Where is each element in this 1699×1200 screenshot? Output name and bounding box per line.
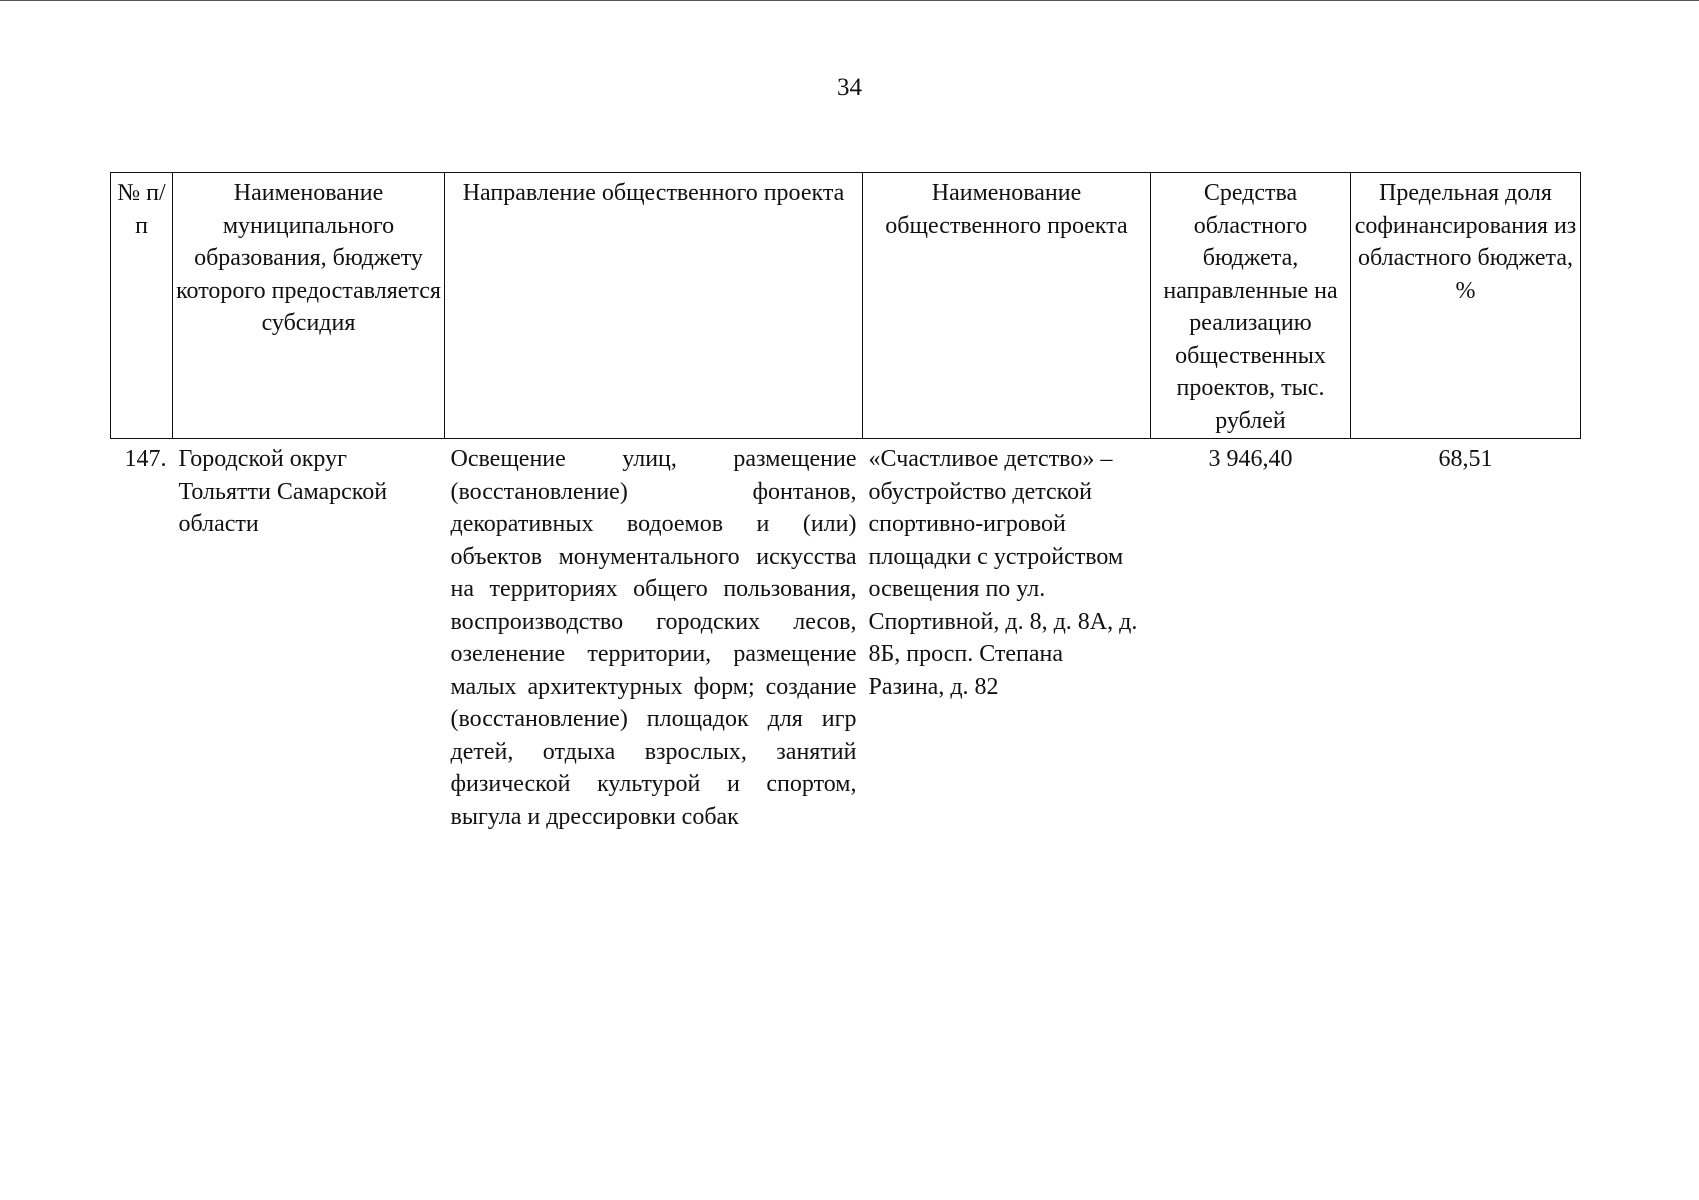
table-row <box>111 439 1581 834</box>
header-funds: Средства областного бюджета, направленные на реализацию общественных проектов, тыс. рублей <box>1151 173 1351 439</box>
header-num: № п/п <box>111 173 173 439</box>
cell-share: 68,51 <box>1438 446 1493 472</box>
cell-funds: 3 946,40 <box>1208 446 1293 472</box>
table-header-row <box>111 173 1581 439</box>
header-project-name: Наименование общественного проекта <box>863 173 1151 439</box>
subsidy-table <box>110 172 1581 833</box>
cell-num: 147. <box>124 446 167 472</box>
cell-municipality: Городской округ Тольятти Самарской области <box>178 446 388 537</box>
cell-direction: Освещение улиц, размещение (восстановление) фонтанов, декоративных водоемов и (или) объектов монументального искусства на территориях общего пользования, воспроизводство городских лесов, озеленение территории, размещение малых архитектурных форм; создание (восстановление) площадок для игр детей, отдыха взрослых, занятий физической культурой и спортом, выгула и дрессировки собак <box>450 446 857 830</box>
top-border-line <box>0 0 1699 1</box>
page-number: 34 <box>837 74 862 101</box>
header-direction: Направление общественного проекта <box>445 173 863 439</box>
cell-project-name: «Счастливое детство» – обустройство детской спортивно-игровой площадки с устройством освещения по ул. Спортивной, д. 8, д. 8А, д. 8Б, просп. Степана Разина, д. 82 <box>868 446 1138 700</box>
header-share: Предельная доля софинансирования из областного бюджета, % <box>1351 173 1581 439</box>
header-municipality: Наименование муниципального образования, бюджету которого предоставляется субсидия <box>173 173 445 439</box>
